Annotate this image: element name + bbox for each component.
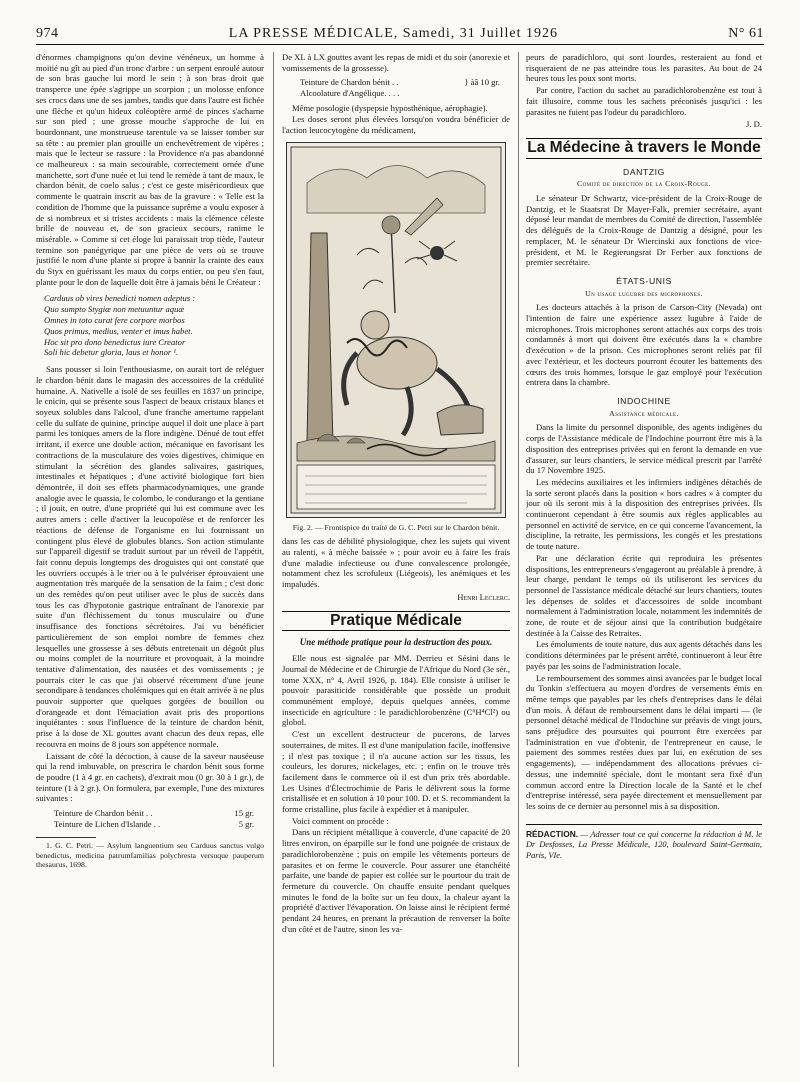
paragraph: Dans la limite du personnel disponible, des agents indigènes du corps de l'Assistance médicale de l'Indochine pourront être mis à la disposition des entreprises privées qui en feront la demande en vue d'assurer, sur leurs chantiers, le service médical prescrit par l'arrêté du 17 Novembre 1925. [526, 422, 762, 476]
paragraph: Les doses seront plus élevées lorsqu'on voudra bénéficier de l'action leucocytogène du médicament, [282, 114, 510, 135]
country-heading: ÉTATS-UNIS [616, 275, 672, 286]
figure-caption: Fig. 2. — Frontispice du traité de G. C. Petri sur le Chardon bénit. [292, 522, 500, 532]
paragraph: Voici comment on procède : [292, 815, 389, 826]
country-heading: INDOCHINE [617, 395, 671, 406]
redaction-text: — Adresser tout ce qui concerne la rédaction à M. le Dr Desfosses, La Presse Médicale, 120, boulevard Saint-Germain, Paris, VIe. [526, 829, 762, 860]
recipe-row [282, 77, 510, 88]
paragraph: Dans un récipient métallique à couvercle, d'une capacité de 20 litres environ, on éparpille sur le fond une poignée de cristaux de paradichlorobenzène ; puis on empile les vêtements porteurs de parasites et on ferme le couvercle. Pour assurer une étanchéité parfaite, une bande de papier est collée sur le pourtour du trait de fermeture du couvercle. On chauffe ensuite pendant quelques minutes le fond de la boîte sur un feu doux, la chaleur ayant la propriété d'activer l'évaporation. On laisse ainsi le récipient fermé pendant 24 heures, en prenant la précaution de renverser la boîte d'un côté et de l'autre, sinon les va- [282, 827, 510, 934]
paragraph: Le remboursement des sommes ainsi avancées par le budget local du Tonkin s'effectuera au moyen d'ordres de versements émis en même temps que payables par les chefs d'entreprises dans le délai d'un mois. À défaut de remboursement dans le délai imparti — (le personnel détaché médical de l'Indochine sur préavis de vingt jours, sans préjudice des poursuites qui pourront être exercées par l'administration en vue d'obtenir, de l'entrepreneur en cause, le paiement des sommes restées dues par lui, en exécution de ses engagements), — indépendamment des allocations prévues ci-dessus, une indemnité spéciale, dont le montant sera fixé d'un commun accord entre la Direction locale de la Santé et le chef d'entreprise intéressé, sera payée directement et mensuellement par les soins de ce dernier au personnel mis à sa disposition. [526, 672, 762, 811]
paragraph: Laissant de côté la décoction, à cause de la saveur nauséeuse qui la rend imbuvable, on prescrira le chardon bénit sous forme de poudre (1 à 4 gr. en cachets), d'extrait mou (0 gr. 30 à 1 gr.), de teinture (1 à 2 gr.). On formulera, par exemple, l'une des mixtures suivantes : [36, 750, 264, 804]
latin-verse [44, 293, 264, 358]
paragraph: Le sénateur Dr Schwartz, vice-président de la Croix-Rouge de Dantzig, et le Staatsrat Dr Mayer-Falk, premier secrétaire, ayant déposé leur mandat de membres du Comité de direction, l'assemblée des délégués de la Croix-Rouge de Dantzig a désigné, pour les remplacer, M. le sénateur Dr Wiercinski aux fonctions de vice-président, et M. le Regierungsrat Dr Ferber aux fonctions de premier secrétaire. [526, 193, 762, 268]
verse-line: Quos primus, medius, venter et imus habet. [44, 325, 193, 336]
recipe [36, 808, 264, 829]
verse-line: Soli hic debetur gloria, laus et honor ¹. [44, 347, 179, 358]
author-signature: Henri Leclerc. [457, 591, 510, 602]
recipe-quantity: } àâ 10 gr. [464, 77, 500, 88]
figure [282, 142, 510, 533]
redaction-notice [526, 824, 762, 861]
engraving-illustration [287, 143, 505, 517]
verse-line: Quo sumpto Stygiæ non metuuntur aquæ [44, 304, 185, 315]
verse-line: Hoc sit pro dono benedictus iure Creator [44, 336, 186, 347]
paragraph: Elle nous est signalée par MM. Derrieu et Sésini dans le Journal de Médecine et de Chirurgie de l'Afrique du Nord (3e sér., tome XXX, n° 4, Avril 1926, p. 184). Elle consiste à utiliser le pouvoir parasiticide considérable que possède un produit communément employé, depuis quelques années, comme insecticide en agriculture : le paradichlorobenzène (C⁶H⁴Cl²) ou globol. [282, 653, 510, 728]
footnote: 1. G. C. Petri. — Asylum languentium seu Carduus sanctus vulgo benedictus, medicina patrumfamilias polychresta versuque pauperum thesaurus, 1698. [36, 841, 264, 870]
paragraph: dans les cas de débilité physiologique, chez les sujets qui vivent au ralenti, « à mèche baissée » ; pour avoir eu à faire les frais d'une maladie infectieuse ou d'une convalescence prolongée, notamment chez les scrofuleux (Liégeois), les anémiques et les impaludés. [282, 536, 510, 590]
paragraph: Les émoluments de toute nature, dus aux agents détachés dans les conditions déterminées par le présent arrêté, continueront à leur être payés par les soins de l'administration locale. [526, 639, 762, 671]
section-title: La Médecine à travers le Monde [526, 138, 762, 159]
paragraph: Les médecins auxiliaires et les infirmiers indigènes détachés de la sorte seront placés dans la position « hors cadres » à compter du jour où ils seront mis à la disposition des entreprises privées. Ils continueront cependant à être soumis aux règles applicables au personnel en activité de service, en ce qui concerne l'avancement, la discipline, la retraite, les permissions, les congés et les prestations de toute nature. [526, 476, 762, 552]
author-signature: J. D. [746, 119, 762, 130]
paragraph: Les docteurs attachés à la prison de Carson-City (Nevada) ont l'intention de faire une expérience assez lugubre à l'aide de microphones. Trois microphones seront attachés aux corps des trois condamnés à mort qui doivent être exécutés dans la « chambre d'exécution » de la prison. Ces microphones seront reliés par fil avec l'extérieur, et les docteurs pourront écouter les battements des cœurs des trois hommes, lorsque le gaz employé pour l'exécution entrera dans la chambre. [526, 302, 762, 388]
paragraph: Par une déclaration écrite qui reproduira les présentes dispositions, les entrepreneurs s'engageront au préalable à prendre, à leur charge, pendant le temps où ils utiliseront les services du personnel de l'assistance médicale détaché sur leurs chantiers, toutes les dépenses de soldes et d'accessoires de solde incombant normalement à l'administration locale, notamment les indemnités de zone, de route et de séjour ainsi que la contribution budgétaire destinée à la Caisse des Retraites. [526, 552, 762, 638]
recipe-row [36, 819, 264, 830]
recipe-ingredient: Teinture de Chardon bénit . . [300, 77, 399, 88]
paragraph: C'est un excellent destructeur de pucerons, de larves souterraines, de mites. Il est d'une manipulation facile, inoffensive ; il n'est pas toxique ; il n'a aucune action sur les tissus, les couleurs, les dorures, nickelages, etc. ; enfin on le trouve très facilement dans le commerce où il est d'un prix très abordable. Les Usines d'Électrochimie de Paris le délivrent sous la forme cristallisée et en solution à 10 pour 100. D. et S. recommandent la forme cristalline, plus facile à expédier et à manipuler. [282, 729, 510, 815]
column-1 [36, 52, 264, 1072]
column-divider [518, 52, 519, 1067]
issue-number: N° 61 [728, 26, 764, 41]
page-header [36, 20, 764, 42]
country-heading: DANTZIG [623, 166, 665, 177]
header-rule [36, 44, 764, 45]
page-number: 974 [36, 26, 59, 41]
frontispiece-engraving [286, 142, 506, 518]
recipe-row [36, 808, 264, 819]
country-subheading: Comité de direction de la Croix-Rouge. [577, 179, 711, 189]
column-2 [282, 52, 510, 1072]
verse-line: Omnes in toto curat fere corpore morbos [44, 315, 185, 326]
recipe-ingredient: Alcoolature d'Angélique. . . . [300, 88, 400, 98]
verse-line: Carduus ob vires benedicti nomen adeptus : [44, 293, 196, 304]
recipe-ingredient: Teinture de Chardon bénit . . [54, 808, 153, 819]
article-title: Une méthode pratique pour la destruction des poux. [299, 637, 493, 648]
country-subheading: Un usage lugubre des microphones. [585, 288, 703, 298]
journal-title: LA PRESSE MÉDICALE, Samedi, 31 Juillet 1926 [228, 26, 558, 41]
redaction-label: RÉDACTION. [526, 828, 579, 839]
column-divider [273, 52, 274, 1067]
country-subheading: Assistance médicale. [609, 408, 679, 418]
recipe-ingredient: Teinture de Lichen d'Islande . . [54, 818, 161, 829]
recipe-quantity: 5 gr. [238, 818, 254, 829]
paragraph: Sans pousser si loin l'enthousiasme, on aurait tort de reléguer le chardon bénit dans le magasin des accessoires de la crédulité humaine. A. Nativelle a isolé de ses feuilles en 1837 un principe, le cnicin, qui se présente sous l'aspect de beaux cristaux blancs et soyeux solubles dans l'alcool, d'une franche amertume rappelant celle du sulfate de quinine, principe auquel il doit une place à part parmi les toniques amers de la flore indigène. Dénué de tout effet irritant, il exerce une double action, mécanique en favorisant les contractions de la musculature des voies digestives, chimique en stimulant la sécrétion des glandes salivaires, gastriques, intestinales et hépatiques ; d'une activité biologique fort bien démontrée, il doit ses effets pharmacodynamiques, une grande analogie avec le quassia, le colombo, le condurango et la gentiane ; il jouit, en outre, d'une propriété qui lui est commune avec les autres amers : celle d'activer la leucopoïèse et de renforcer les réactions de défense de l'organisme en lui fournissant un contingent plus élevé de globules blancs. Son action stimulante sur l'appareil digestif se traduit surtout par un réveil de l'appétit, fait connu depuis longtemps des droguistes qui ont constaté que les ouvriers occupés à le trier ou à le pulvériser éprouvaient une augmentation très marquée de la sensation de la faim ; c'est donc un des remèdes qu'on peut utiliser avec le plus de succès dans tous les cas d'hypotonie gastrique entraînant de l'anorexie par suite d'un fléchissement du tonus musculaire ou d'une insuffisance des fonctions sécrétoires. J'ai vu bénéficier particulièrement de son emploi nombre de femmes chez lesquelles une grossesse à ses débuts entretenait un dégoût plus ou moins complet de la nourriture et provoquait, à la moindre tentative d'alimentation, des nausées et des vomissements ; je pourrais citer le cas que j'ai observé récemment d'une jeune secondipare à tendances cholémiques qui en était arrivée à ne plus pouvoir supporter que quelques gorgées de bouillon ou d'orangeade et dont l'émaciation avait pris des proportions inquiétantes : sous l'influence de la teinture de chardon bénit, prise à la dose de XL gouttes avant chacun des deux repas, elle recouvra en moins de 8 jours son appétence normale. [36, 364, 264, 749]
recipe [282, 77, 510, 98]
paragraph: Même posologie (dyspepsie hyposthénique, aérophagie). [292, 102, 488, 113]
section-title: Pratique Médicale [282, 611, 510, 632]
paragraph: Par contre, l'action du sachet au paradichlorobenzène est tout à fait illusoire, comme tous les sachets préconisés jusqu'ici : les parasites ne fuient pas l'odeur du paradichloro. [526, 85, 762, 117]
column-3 [526, 52, 762, 1072]
recipe-row [282, 88, 510, 99]
footnote-rule [36, 837, 96, 838]
recipe-quantity: 15 gr. [234, 808, 254, 819]
paragraph: peurs de paradichloro, qui sont lourdes, resteraient au fond et risqueraient de ne pas atteindre tous les parasites. Au bout de 24 heures tous les poux sont morts. [526, 52, 762, 84]
paragraph: d'énormes champignons qu'on devine vénéneux, un homme à moitié nu gît au pied d'un tronc d'arbre : un serpent enroulé autour de son bras gauche lui mord le sein ; à son bras droit que transperce une épée s'agrippe un scorpion ; un molosse enfonce ses crocs dans une de ses jambes, tandis que dans l'autre est fichée une flèche et qu'un hideux coléoptère armé de pinces s'acharne sur son pied ; une grosse mouche s'approche de lui en bourdonnant, une monstrueuse tarentule va se laisser tomber sur sa tête : au premier plan grouille un enchevêtrement de vipères ; mais que le lecteur se rassure : la Providence n'a pas abandonné ce malheureux : sa main secourable, correctement ornée d'une manchette, sort d'une nuée et lui tend le remède à tant de maux, le chardon bénit, de coelo salus ; c'est ce geste miséricordieux que commente le quatrain inscrit au bas de la gravure : « Telle est la condition de l'homme que la puissance suprême a voulu exposer à de si nombreux et si tristes accidents : mais la clémence céleste brille de nouveau et, de son gracieux secours, ranime le misérable. » Comme si cet éloge lui paraissait trop tiède, l'auteur termine son panégyrique par une pièce de vers où se trouve justifié le nom d'une plante si propre à bannir la crainte des eaux du Styx en guérissant les maux du corps entier, ou peu s'en faut, plante pour le don de laquelle doit être à jamais béni le Créateur : [36, 52, 264, 287]
paragraph: De XL à LX gouttes avant les repas de midi et du soir (anorexie et vomissements de la grossesse). [282, 52, 510, 73]
